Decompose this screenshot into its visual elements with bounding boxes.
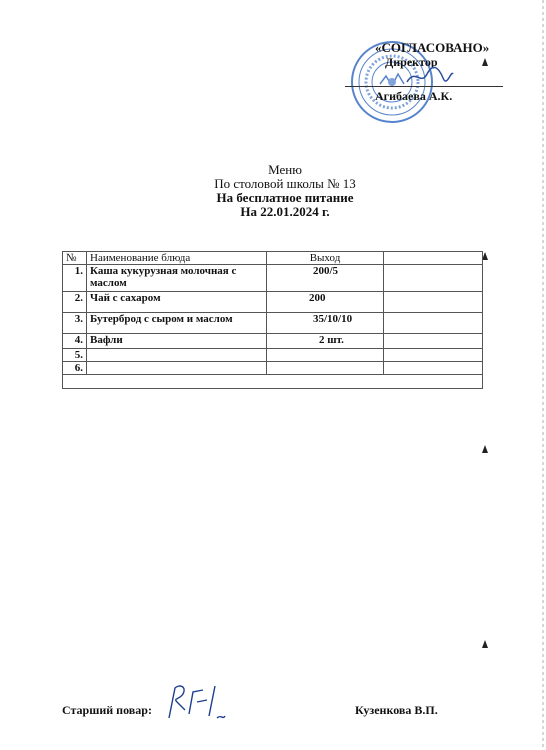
row-empty [384,292,483,313]
header-empty [384,252,483,265]
row-output: 200/5 [267,265,384,292]
row-dish: Бутерброд с сыром и маслом [87,313,267,334]
approval-title: «СОГЛАСОВАНО» [375,40,490,55]
scan-edge-artifact [542,0,544,750]
table-row-empty [63,375,483,389]
approval-name: Агибаева А.К. [375,89,453,103]
scan-mark-icon [482,640,488,648]
row-output: 2 шт. [267,334,384,349]
table-row [63,349,483,362]
scan-mark-icon [482,58,488,66]
table-row [63,362,483,375]
row-blank [63,375,483,389]
row-num: 2. [63,292,87,313]
row-num: 4. [63,334,87,349]
header-dish: Наименование блюда [87,252,267,265]
table-row [63,265,483,292]
menu-date: На 22.01.2024 г. [240,204,330,219]
row-dish [87,362,267,375]
menu-table [62,251,483,389]
table-header-row [63,252,483,265]
header-num: № [63,252,87,265]
row-empty [384,313,483,334]
menu-heading [160,163,410,219]
row-empty [384,349,483,362]
row-num: 3. [63,313,87,334]
cook-signature-icon [163,680,233,725]
scan-mark-icon [482,445,488,453]
approval-role: Директор [385,55,438,69]
menu-title: Меню [268,162,302,177]
row-output: 35/10/10 [267,313,384,334]
table-row [63,292,483,313]
row-dish: Каша кукурузная молочная с маслом [87,265,267,292]
row-dish: Чай с сахаром [87,292,267,313]
row-num: 6. [63,362,87,375]
signature-line [345,86,503,87]
table-row [63,334,483,349]
row-num: 5. [63,349,87,362]
director-signature-icon [405,64,455,88]
menu-subtitle: На бесплатное питание [216,190,354,205]
cook-label: Старший повар: [62,703,152,717]
cook-name: Кузенкова В.П. [355,703,438,717]
row-output [267,349,384,362]
row-dish: Вафли [87,334,267,349]
row-empty [384,362,483,375]
menu-school: По столовой школы № 13 [214,176,356,191]
row-output [267,362,384,375]
table-row [63,313,483,334]
row-num: 1. [63,265,87,292]
header-output: Выход [267,252,384,265]
row-output: 200 [267,292,384,313]
row-dish [87,349,267,362]
row-empty [384,334,483,349]
row-empty [384,265,483,292]
